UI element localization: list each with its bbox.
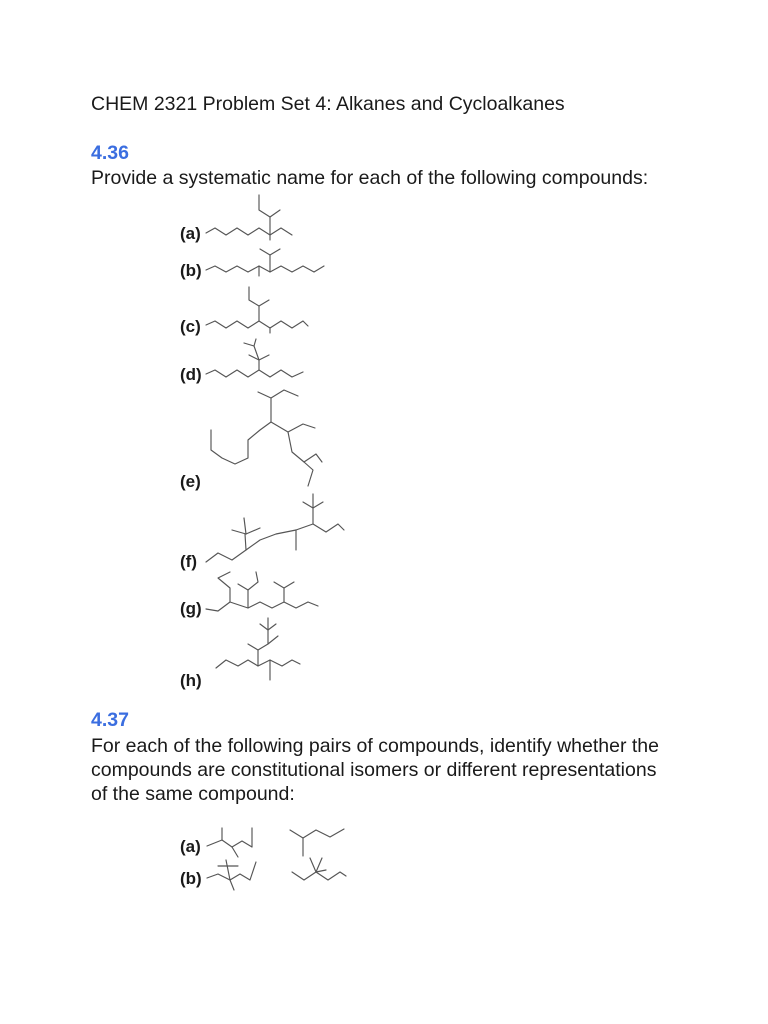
compound-label-f: (f) [180, 552, 197, 571]
skeletal-structure-pair-a-right [290, 829, 344, 856]
problem-4-36-instruction: Provide a systematic name for each of the following compounds: [91, 167, 649, 189]
skeletal-structure-pair-a-left [207, 828, 252, 857]
problem-4-37-instruction-line-1: For each of the following pairs of compounds, identify whether the [91, 735, 659, 757]
pair-label-b: (b) [180, 869, 202, 888]
problem-number-4-37: 4.37 [91, 709, 129, 731]
skeletal-structure-h [216, 618, 300, 680]
problem-number-4-36: 4.36 [91, 142, 129, 164]
skeletal-structure-pair-b-left [207, 860, 256, 890]
compound-label-b: (b) [180, 261, 202, 280]
skeletal-structure-b [206, 249, 324, 276]
problem-4-37-instruction-line-2: compounds are constitutional isomers or different representations [91, 759, 657, 781]
compound-label-g: (g) [180, 599, 202, 618]
skeletal-structure-d [206, 339, 303, 377]
compound-label-d: (d) [180, 365, 202, 384]
skeletal-structure-a [206, 195, 292, 240]
compound-label-h: (h) [180, 671, 202, 690]
compound-label-c: (c) [180, 317, 201, 336]
problem-4-37-instruction-line-3: of the same compound: [91, 783, 295, 805]
document-title: CHEM 2321 Problem Set 4: Alkanes and Cycloalkanes [91, 93, 565, 115]
skeletal-structure-g [206, 572, 318, 611]
skeletal-structure-c [206, 287, 308, 333]
skeletal-structure-pair-b-right [292, 858, 346, 880]
compound-label-e: (e) [180, 472, 201, 491]
skeletal-structure-f [206, 494, 344, 562]
pair-label-a: (a) [180, 837, 201, 856]
skeletal-structure-e [211, 390, 322, 486]
compound-label-a: (a) [180, 224, 201, 243]
